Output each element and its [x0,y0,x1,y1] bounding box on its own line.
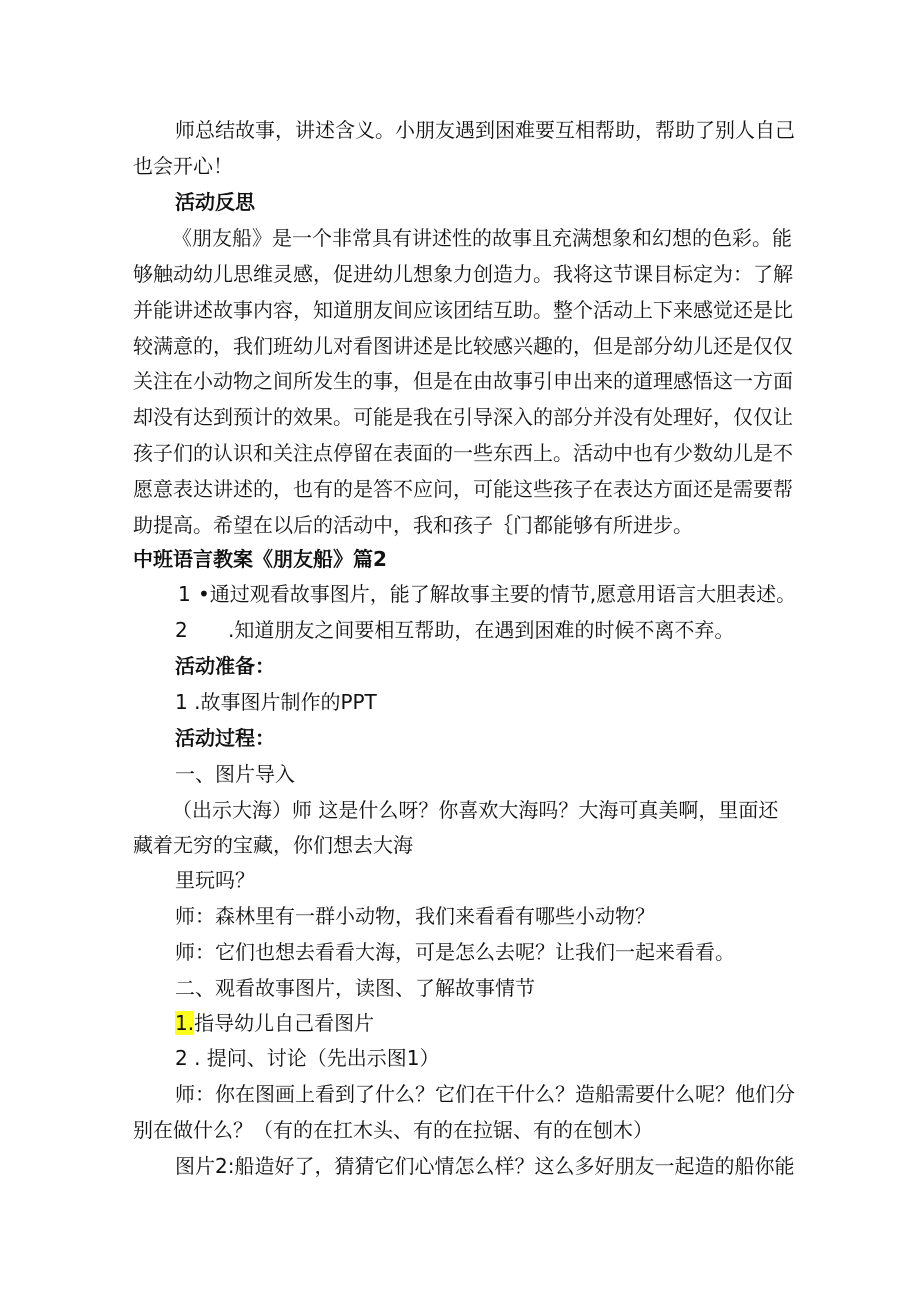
reflection-heading: 活动反思 [175,190,255,214]
section-title: 中班语言教案《朋友船》篇2 [133,547,387,571]
step-1-heading: 一、图片导入 [175,762,295,786]
highlighted-number: 1. [175,1011,195,1035]
reflection-line: 够触动幼儿思维灵感，促进幼儿想象力创造力。我将这节课目标定为：了解 [133,262,793,286]
question-line: 别在做什么？（有的在扛木头、有的在拉锯、有的在刨木） [133,1118,653,1142]
step-1-line: 里玩吗？ [175,868,255,892]
reflection-line: 孩子们的认识和关注点停留在表面的一些东西上。活动中也有少数幼儿是不 [133,441,793,465]
reflection-line: 较满意的，我们班幼儿对看图讲述是比较感兴趣的，但是部分幼儿还是仅仅 [133,334,793,358]
reflection-line: 关注在小动物之间所发生的事，但是在由故事引申出来的道理感悟这一方面 [133,369,793,393]
reflection-line: 助提高。希望在以后的活动中，我和孩子｛门都能够有所进步。 [133,513,693,537]
goal-2-text: .知道朋友之间要相互帮助，在遇到困难的时候不离不弃。 [228,618,735,642]
preparation-heading: 活动准备： [175,654,275,678]
step-2-heading: 二、观看故事图片，读图、了解故事情节 [175,976,535,1000]
sub-step-1-text: 指导幼儿自己看图片 [194,1011,375,1035]
step-1-line: 师：森林里有一群小动物，我们来看看有哪些小动物？ [175,904,655,928]
preparation-item: 1 .故事图片制作的PPT [175,690,377,714]
goal-1-number: 1 [178,582,191,606]
process-heading: 活动过程： [175,726,275,750]
reflection-line: 并能讲述故事内容，知道朋友间应该团结互助。整个活动上下来感觉还是比 [133,298,793,322]
question-line: 师：你在图画上看到了什么？它们在干什么？造船需要什么呢？他们分 [175,1082,795,1106]
goal-1-text: •通过观看故事图片，能了解故事主要的情节,愿意用语言大胆表述。 [198,582,797,606]
step-1-line: 藏着无穷的宝藏，你们想去大海 [133,833,413,857]
summary-line-2: 也会开心！ [133,154,233,178]
step-1-line: （出示大海）师 这是什么呀？你喜欢大海吗？大海可真美啊，里面还 [172,798,779,822]
reflection-line: 却没有达到预计的效果。可能是我在引导深入的部分并没有处理好，仅仅让 [133,405,793,429]
reflection-line: 愿意表达讲述的，也有的是答不应问，可能这些孩子在表达方面还是需要帮 [133,477,793,501]
reflection-line: 《朋友船》是一个非常具有讲述性的故事且充满想象和幻想的色彩。能 [172,226,792,250]
question-line: 图片2:船造好了，猜猜它们心情怎么样？这么多好朋友一起造的船你能 [175,1154,795,1178]
step-1-line: 师：它们也想去看看大海，可是怎么去呢？让我们一起来看看。 [175,940,735,964]
sub-step-1 [175,1010,374,1036]
summary-line-1: 师总结故事，讲述含义。小朋友遇到困难要互相帮助，帮助了别人自己 [175,118,795,142]
sub-step-2: 2 . 提问、讨论（先出示图1） [175,1046,440,1070]
goal-2-number: 2 [175,618,188,642]
